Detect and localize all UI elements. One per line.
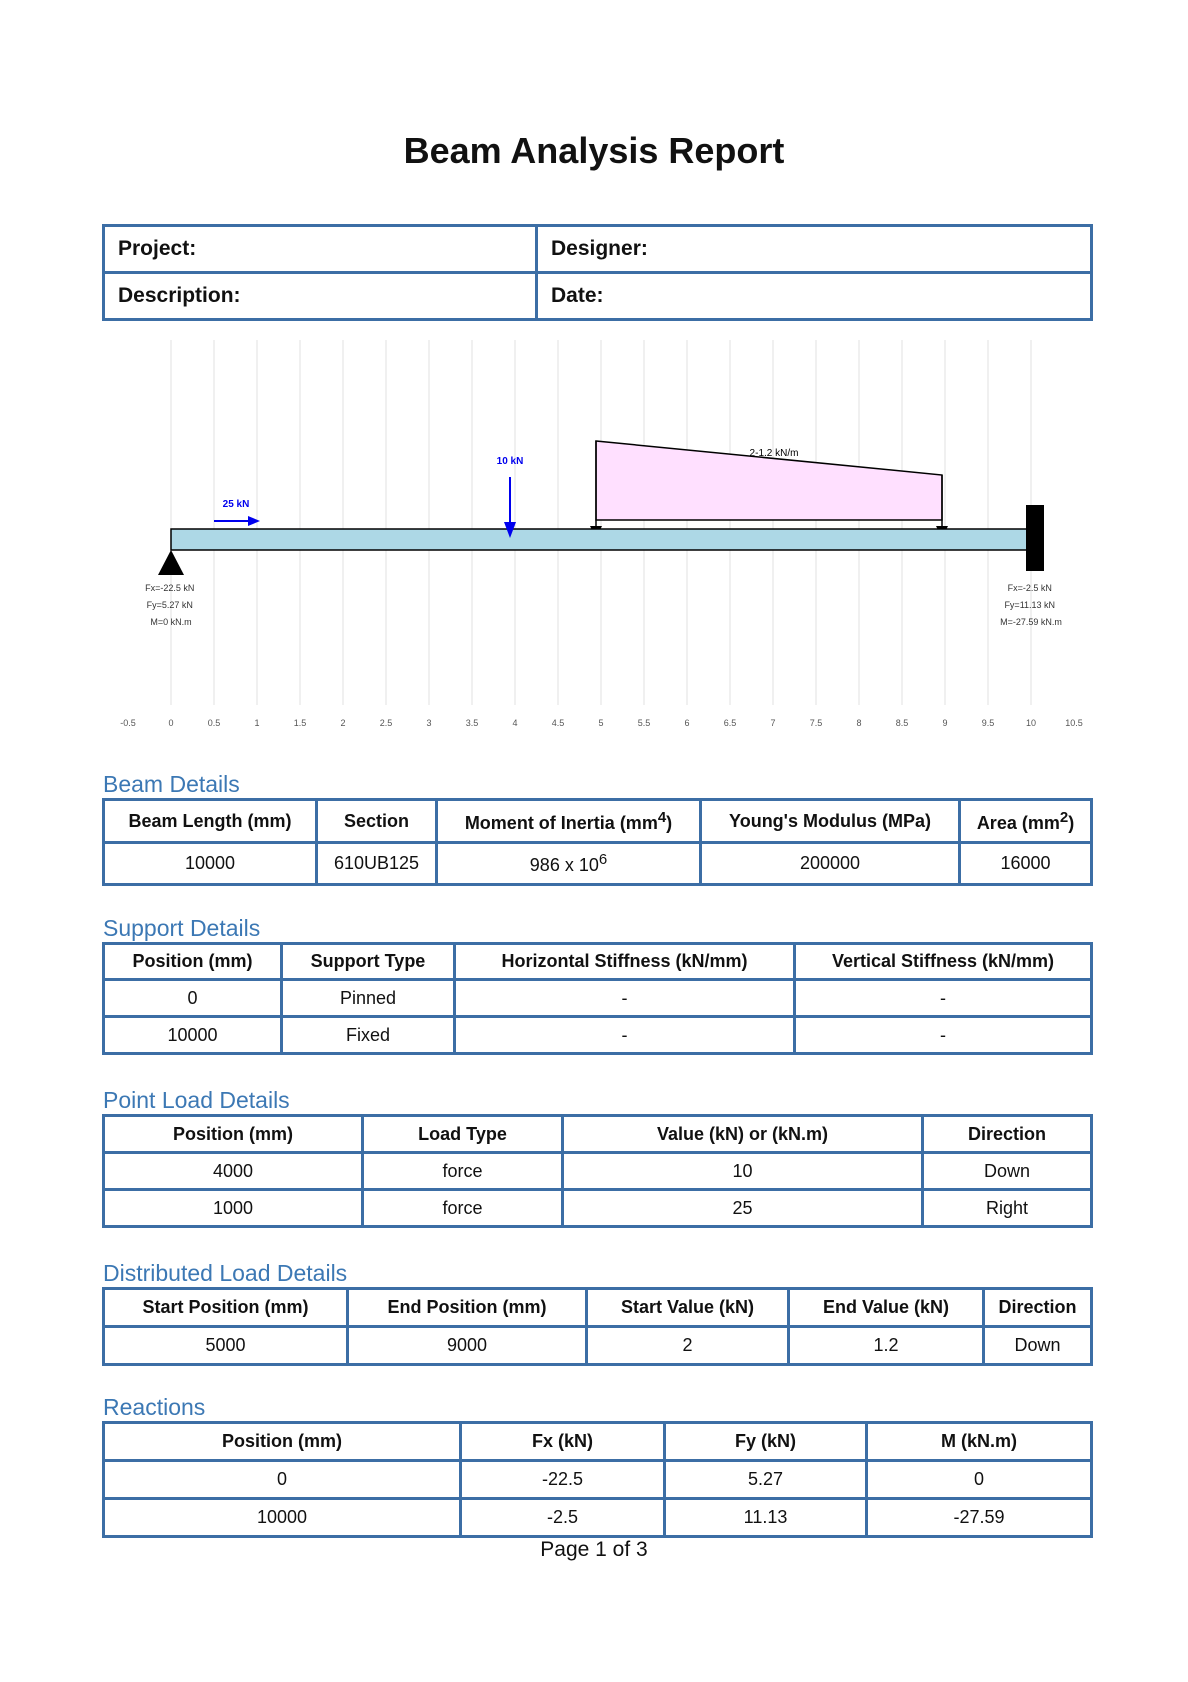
support-type-cell: Pinned [282, 980, 455, 1017]
beam-details-heading: Beam Details [103, 771, 240, 797]
load-direction-cell: Right [923, 1190, 1092, 1227]
beam-diagram [110, 340, 1090, 730]
udl-end-value-cell: 1.2 [789, 1327, 984, 1365]
inertia-header: Moment of Inertia $(mm^4)$ [437, 800, 701, 843]
inertia-cell: 986 x $10^6$ [437, 843, 701, 885]
load-direction-header: Direction [923, 1116, 1092, 1153]
page-number: Page 1 of 3 [540, 1538, 648, 1561]
modulus-cell: 200000 [701, 843, 960, 885]
table-row [104, 1499, 1092, 1537]
horizontal-stiffness-header: Horizontal Stiffness (kN/mm) [455, 944, 795, 980]
support-details-table [102, 942, 1093, 1055]
udl-start-value-cell: 2 [587, 1327, 789, 1365]
load-type-header: Load Type [363, 1116, 563, 1153]
support-type-cell: Fixed [282, 1017, 455, 1054]
right-reaction-fy: Fy=11.13 kN [1004, 600, 1056, 610]
support-details-heading: Support Details [103, 915, 261, 941]
left-reaction-fy: Fy=5.27 kN [146, 600, 193, 610]
table-row [104, 1190, 1092, 1227]
reaction-fx-header: Fx (kN) [461, 1423, 665, 1461]
x-tick-label: 9.5 [981, 718, 995, 728]
report-title: Beam Analysis Report [403, 130, 785, 171]
load-value-header: Value (kN) or (kN.m) [563, 1116, 923, 1153]
project-label: Project: [104, 226, 537, 273]
table-row [104, 1153, 1092, 1190]
reaction-fy-header: Fy (kN) [665, 1423, 867, 1461]
vertical-stiffness-header: Vertical Stiffness (kN/mm) [795, 944, 1092, 980]
x-tick-label: 9 [942, 718, 948, 728]
x-tick-label: 0 [168, 718, 174, 728]
load-direction-cell: Down [923, 1153, 1092, 1190]
left-reaction-m: M=0 kN.m [150, 617, 192, 627]
point-load-right-arrowhead [248, 516, 260, 526]
load-value-cell: 25 [563, 1190, 923, 1227]
distributed-load-details-heading: Distributed Load Details [103, 1260, 348, 1286]
point-position-header: Position (mm) [104, 1116, 363, 1153]
udl-end-position-cell: 9000 [348, 1327, 587, 1365]
support-type-header: Support Type [282, 944, 455, 980]
reaction-position-cell: 0 [104, 1461, 461, 1499]
point-load-details-heading: Point Load Details [103, 1087, 290, 1113]
vertical-stiffness-cell: - [795, 1017, 1092, 1054]
table-row [104, 1327, 1092, 1365]
right-reaction-labels [1000, 583, 1062, 627]
table-row [104, 1017, 1092, 1054]
load-type-cell: force [363, 1153, 563, 1190]
reaction-fx-cell: -2.5 [461, 1499, 665, 1537]
x-tick-label: 3 [426, 718, 432, 728]
reactions-heading: Reactions [103, 1394, 206, 1420]
support-position-header: Position (mm) [104, 944, 282, 980]
point-position-cell: 1000 [104, 1190, 363, 1227]
udl-start-position-cell: 5000 [104, 1327, 348, 1365]
x-tick-label: 8.5 [895, 718, 909, 728]
distributed-load-details-table [102, 1287, 1093, 1366]
table-row [104, 980, 1092, 1017]
support-position-cell: 0 [104, 980, 282, 1017]
point-load-right-label: 25 kN [222, 499, 250, 510]
x-tick-label: 3.5 [465, 718, 479, 728]
left-reaction-labels [145, 583, 197, 627]
reaction-fy-cell: 5.27 [665, 1461, 867, 1499]
support-position-cell: 10000 [104, 1017, 282, 1054]
reactions-table [102, 1421, 1093, 1538]
description-label: Description: [104, 273, 537, 320]
horizontal-stiffness-cell: - [455, 980, 795, 1017]
reaction-position-cell: 10000 [104, 1499, 461, 1537]
x-tick-label: 1 [254, 718, 260, 728]
right-reaction-fx: Fx=-2.5 kN [1007, 583, 1052, 593]
x-tick-label: 8 [856, 718, 862, 728]
x-tick-label: 10 [1025, 718, 1037, 728]
udl-start-value-header: Start Value (kN) [587, 1289, 789, 1327]
table-row [104, 1461, 1092, 1499]
beam-details-table [102, 798, 1093, 886]
reaction-fy-cell: 11.13 [665, 1499, 867, 1537]
x-tick-label: 1.5 [293, 718, 307, 728]
reaction-m-header: M (kN.m) [867, 1423, 1092, 1461]
beam-length-cell: 10000 [104, 843, 317, 885]
left-reaction-fx: Fx=-22.5 kN [145, 583, 195, 593]
x-tick-label: 10.5 [1065, 718, 1083, 728]
x-tick-label: 7.5 [809, 718, 823, 728]
udl-end-position-header: End Position (mm) [348, 1289, 587, 1327]
x-tick-label: 4.5 [551, 718, 565, 728]
reaction-position-header: Position (mm) [104, 1423, 461, 1461]
pinned-support-icon [158, 550, 184, 575]
reaction-m-cell: 0 [867, 1461, 1092, 1499]
beam [171, 529, 1033, 550]
point-load-down-label: 10 kN [496, 456, 524, 467]
project-info-table [102, 224, 1093, 321]
right-reaction-m: M=-27.59 kN.m [1000, 617, 1062, 627]
x-tick-label: 2.5 [379, 718, 393, 728]
x-tick-label: 6.5 [723, 718, 737, 728]
area-cell: 16000 [960, 843, 1092, 885]
udl-direction-header: Direction [984, 1289, 1092, 1327]
point-load-details-table [102, 1114, 1093, 1228]
fixed-support-icon [1026, 505, 1044, 571]
x-axis-ticks [120, 718, 1083, 728]
horizontal-stiffness-cell: - [455, 1017, 795, 1054]
load-value-cell: 10 [563, 1153, 923, 1190]
reaction-fx-cell: -22.5 [461, 1461, 665, 1499]
area-header: Area $(mm^2)$ [960, 800, 1092, 843]
beam-length-header: Beam Length (mm) [104, 800, 317, 843]
x-tick-label: 2 [340, 718, 346, 728]
modulus-header: Young's Modulus (MPa) [701, 800, 960, 843]
designer-label: Designer: [537, 226, 1092, 273]
section-cell: 610UB125 [317, 843, 437, 885]
udl-direction-cell: Down [984, 1327, 1092, 1365]
reaction-m-cell: -27.59 [867, 1499, 1092, 1537]
udl-start-position-header: Start Position (mm) [104, 1289, 348, 1327]
vertical-stiffness-cell: - [795, 980, 1092, 1017]
x-tick-label: 5 [598, 718, 604, 728]
grid-lines [171, 340, 1031, 705]
x-tick-label: -0.5 [120, 718, 136, 728]
udl-end-value-header: End Value (kN) [789, 1289, 984, 1327]
date-label: Date: [537, 273, 1092, 320]
x-tick-label: 6 [684, 718, 690, 728]
point-position-cell: 4000 [104, 1153, 363, 1190]
x-tick-label: 5.5 [637, 718, 651, 728]
x-tick-label: 0.5 [207, 718, 221, 728]
load-type-cell: force [363, 1190, 563, 1227]
section-header: Section [317, 800, 437, 843]
x-tick-label: 7 [770, 718, 776, 728]
udl-label: 2-1.2 kN/m [749, 448, 799, 459]
x-tick-label: 4 [512, 718, 518, 728]
